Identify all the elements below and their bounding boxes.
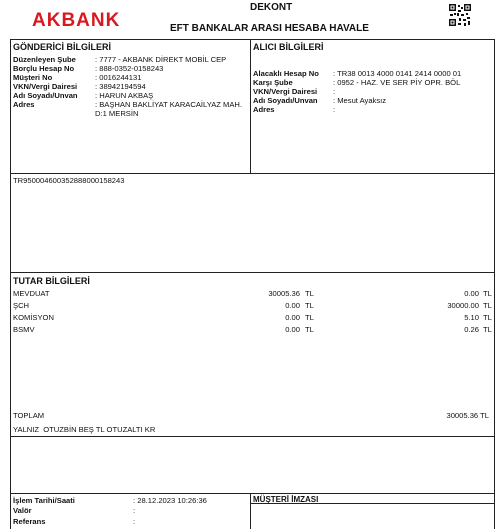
- amount-currency: TL: [305, 325, 314, 334]
- document-title: DEKONT: [250, 2, 293, 13]
- field-value: : 888-0352-0158243: [95, 64, 164, 73]
- rule-after-parties: [10, 173, 495, 174]
- rule-after-total-words: [10, 436, 495, 437]
- receiver-section-title: ALICI BİLGİLERİ: [253, 42, 324, 52]
- field-label: Valör: [13, 506, 32, 515]
- sender-address-row: [13, 101, 242, 118]
- amount-label: MEVDUAT: [13, 289, 50, 298]
- field-label: Borçlu Hesap No: [13, 64, 75, 73]
- field-value: : HARUN AKBAŞ: [95, 91, 154, 100]
- field-label: Referans: [13, 517, 46, 526]
- rule-before-amounts: [10, 272, 495, 273]
- field-label: Müşteri No: [13, 73, 53, 82]
- total-in-words: YALNIZ OTUZBİN BEŞ TL OTUZALTI KR: [13, 425, 156, 434]
- transaction-description: TR950004600352888000158243: [13, 176, 125, 185]
- field-value: : 0952 - HAZ. VE SER PİY OPR. BÖL: [333, 78, 461, 87]
- field-value: :: [133, 506, 136, 515]
- field-label: Düzenleyen Şube: [13, 55, 76, 64]
- amount-currency: TL: [305, 289, 314, 298]
- field-value: :: [333, 87, 336, 96]
- amount-value: 30005.36: [268, 289, 300, 298]
- field-label: Karşı Şube: [253, 78, 293, 87]
- amount-label: ŞCH: [13, 301, 30, 310]
- field-value: : 7777 - AKBANK DİREKT MOBİL CEP: [95, 55, 227, 64]
- field-value: : BAŞHAN BAKLİYAT KARACAİLYAZ MAH. D:1 MERSİN: [95, 100, 242, 118]
- value-date-row: [13, 507, 135, 516]
- footer-divider: [250, 493, 251, 529]
- reference-row: [13, 518, 135, 527]
- field-label: VKN/Vergi Dairesi: [253, 87, 318, 96]
- amount-currency: TL: [305, 301, 314, 310]
- document-subtitle: EFT BANKALAR ARASI HESABA HAVALE: [170, 23, 369, 34]
- customer-signature-title: MÜŞTERİ İMZASI: [253, 495, 319, 504]
- amount-currency-2: TL: [483, 325, 492, 334]
- receiver-address-row: [253, 106, 335, 115]
- amount-value-2: 0.00: [464, 289, 479, 298]
- field-value: :: [133, 517, 136, 526]
- total-value: 30005.36 TL: [446, 411, 489, 420]
- rule-before-footer: [10, 493, 495, 494]
- field-label: Adı Soyadı/Unvan: [253, 96, 318, 105]
- amounts-section-title: TUTAR BİLGİLERİ: [13, 276, 90, 286]
- amount-currency-2: TL: [483, 313, 492, 322]
- amount-currency-2: TL: [483, 301, 492, 310]
- qr-code-icon: [449, 4, 471, 26]
- field-value: : TR38 0013 4000 0141 2414 0000 01: [333, 69, 462, 78]
- field-value: : 38942194594: [95, 82, 146, 91]
- field-value: : 28.12.2023 10:26:36: [133, 496, 207, 505]
- amount-label: KOMİSYON: [13, 313, 54, 322]
- field-value: : 0016244131: [95, 73, 142, 82]
- amount-label: BSMV: [13, 325, 35, 334]
- amount-value: 0.00: [285, 313, 300, 322]
- field-label: Adres: [253, 105, 275, 114]
- total-label: TOPLAM: [13, 411, 45, 420]
- party-divider: [250, 39, 251, 173]
- field-label: Alacaklı Hesap No: [253, 69, 319, 78]
- amount-currency-2: TL: [483, 289, 492, 298]
- field-value: : Mesut Ayaksız: [333, 96, 387, 105]
- akbank-logo: AKBANK: [32, 10, 121, 31]
- field-label: VKN/Vergi Dairesi: [13, 82, 78, 91]
- amount-value: 0.00: [285, 301, 300, 310]
- transaction-date-row: [13, 497, 207, 506]
- amount-value-2: 5.10: [464, 313, 479, 322]
- field-label: Adres: [13, 100, 35, 109]
- amount-currency: TL: [305, 313, 314, 322]
- amount-value-2: 30000.00: [447, 301, 479, 310]
- field-value: :: [333, 105, 336, 114]
- field-label: İşlem Tarihi/Saati: [13, 496, 75, 505]
- sender-section-title: GÖNDERİCİ BİLGİLERİ: [13, 42, 112, 52]
- field-label: Adı Soyadı/Unvan: [13, 91, 78, 100]
- amount-value: 0.00: [285, 325, 300, 334]
- amount-value-2: 0.26: [464, 325, 479, 334]
